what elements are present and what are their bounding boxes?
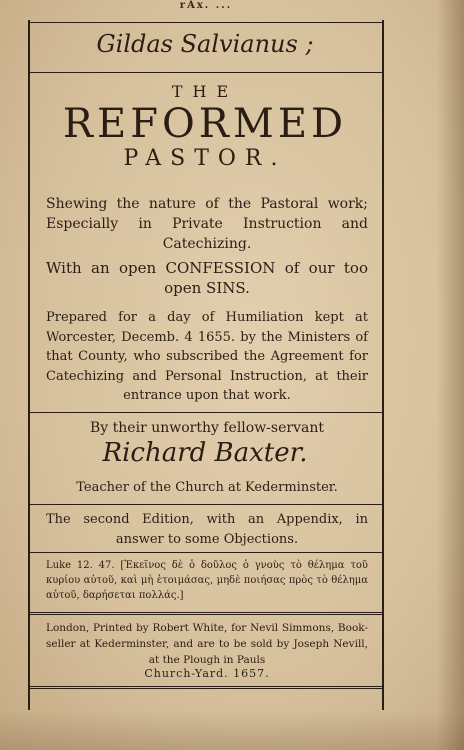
subtitle: Shewing the nature of the Pastoral work; Especially in Private Instruction and Catechizing. <box>46 196 368 252</box>
prepared-paragraph: Prepared for a day of Humiliation kept at Worcester, Decemb. 4 1655. by the Ministers of that County, who subscribed the Agreement for Catechizing and Personal Instruction, at their entrance upon that work. <box>46 310 368 403</box>
rule-before-imprint <box>28 612 384 615</box>
rule-before-scripture <box>28 552 384 553</box>
title-the: THE <box>171 82 239 101</box>
by-line: By their unworthy fellow-servant <box>90 420 324 436</box>
rule-before-edition <box>28 504 384 505</box>
rule-after-motto <box>28 72 384 73</box>
author-name: Richard Baxter. <box>102 438 308 468</box>
page-bottom-shadow <box>0 710 464 750</box>
bottom-rule <box>28 686 384 689</box>
page-edge-shadow <box>436 0 464 750</box>
title-main: REFORMED <box>62 101 348 147</box>
imprint: London, Printed by Robert White, for Nevil Simmons, Book-seller at Kederminster, and are to be sold by Joseph Nevill, at the Plough in Pauls <box>46 622 368 666</box>
top-rule <box>28 22 384 23</box>
motto: Gildas Salvianus ; <box>96 30 314 58</box>
rule-before-author <box>28 412 384 413</box>
teacher-line: Teacher of the Church at Kederminster. <box>76 480 338 495</box>
confession-line: With an open CONFESSION of our too open SINS. <box>46 259 368 297</box>
running-head: rAx. ... <box>179 0 233 11</box>
imprint-date: Church-Yard. 1657. <box>144 667 270 680</box>
scripture-quote: Luke 12. 47. [Ἐκεῖνος δὲ ὁ δοῦλος ὁ γνοὺς τὸ θέλημα τοῦ κυρίου αὐτοῦ, καὶ μὴ ἑτοιμάσας, μηδὲ ποιήσας πρὸς τὸ θέλημα αὐτοῦ, δαρήσεται πολλάς.] <box>46 560 368 601</box>
edition-note: The second Edition, with an Appendix, in answer to some Objections. <box>46 512 368 547</box>
title-sub: PASTOR. <box>123 146 287 171</box>
